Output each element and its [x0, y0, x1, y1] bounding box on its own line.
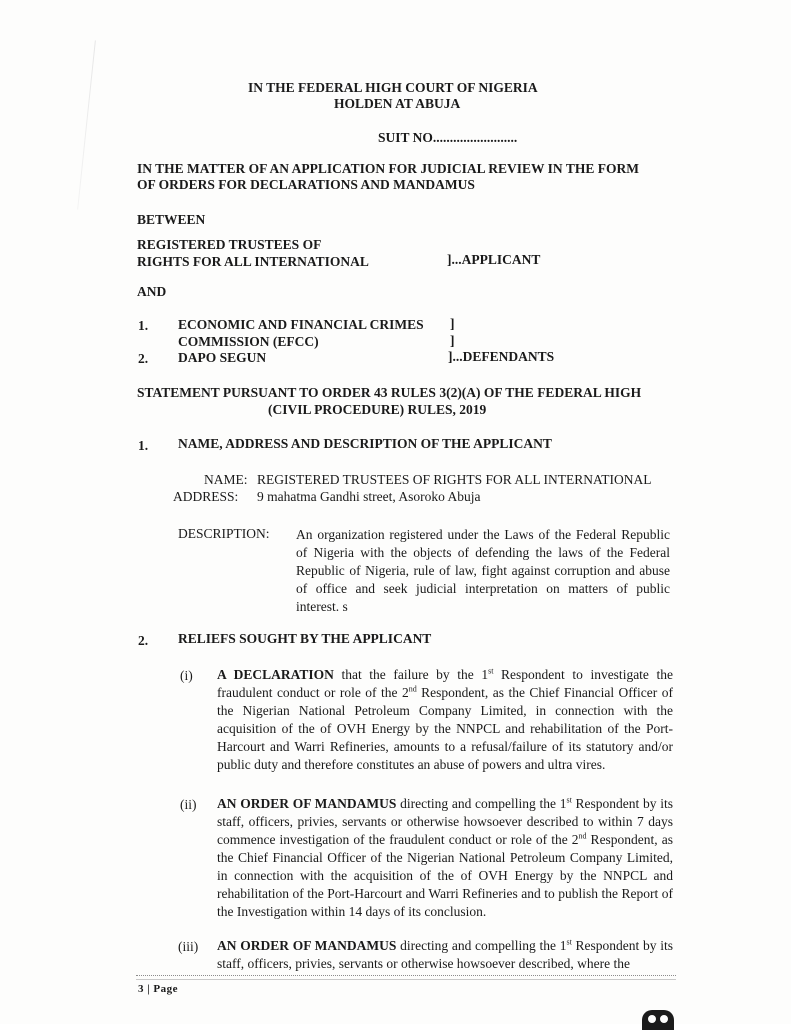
app-watermark-icon	[642, 1010, 674, 1030]
relief-2-text-b: Respondent by its staff, officers, privies, servants or otherwise howsoever described to within 7 days commence investigation of the fraudulent conduct or role of the 2	[217, 796, 673, 847]
applicant-name-line-1: REGISTERED TRUSTEES OF	[137, 237, 322, 252]
relief-3-lead: AN ORDER OF MANDAMUS	[217, 938, 397, 953]
relief-2-number: (ii)	[180, 797, 197, 812]
statement-line-2: (CIVIL PROCEDURE) RULES, 2019	[268, 402, 487, 417]
defendant-1-name-line-2: COMMISSION (EFCC)	[178, 334, 319, 349]
defendant-1-name-line-1: ECONOMIC AND FINANCIAL CRIMES	[178, 317, 424, 332]
relief-2-text-a: directing and compelling the 1	[396, 796, 567, 811]
section-2-number: 2.	[138, 633, 149, 648]
relief-1-text-c: Respondent, as the Chief Financial Officer of the Nigerian National Petroleum Company Limited, in connection with the acquisition of the of OVH Energy by the NNPCL and rehabilitation of the Port-Harcourt and Warri Refineries, amounts to a refusal/failure of its statutory and/or public duty and therefore constitutes an abuse of powers and ultra vires.	[217, 685, 673, 772]
defendant-1-number: 1.	[138, 318, 149, 333]
relief-2-text-c: Respondent, as the Chief Financial Officer of the Nigerian National Petroleum Company Limited, in connection with the acquisition of the of OVH Energy by the NNPCL and rehabilitation of the Port-Harcourt and Warri Refineries and to publish the Report of the Investigation within 14 days of its conclusion.	[217, 832, 673, 919]
defendants-role: ]...DEFENDANTS	[448, 349, 555, 364]
relief-1-text-a: that the failure by the 1	[333, 667, 489, 682]
and-label: AND	[137, 284, 167, 299]
footer-rule	[136, 979, 676, 981]
name-label: NAME:	[204, 472, 248, 487]
description-label: DESCRIPTION:	[178, 526, 270, 541]
relief-1-lead: A DECLARATION	[217, 667, 334, 682]
relief-3-text-a: directing and compelling the 1	[396, 938, 567, 953]
bracket-mark: ]	[450, 316, 455, 331]
relief-3-sup-a: st	[566, 937, 572, 947]
relief-3-text-b: Respondent by its staff, officers, privies, servants or otherwise howsoever described, where the	[217, 938, 673, 971]
relief-3-number: (iii)	[178, 939, 199, 954]
relief-2-sup-a: st	[566, 795, 572, 805]
relief-1-text	[217, 666, 673, 774]
statement-line-1: STATEMENT PURSUANT TO ORDER 43 RULES 3(2)(A) OF THE FEDERAL HIGH	[137, 385, 642, 400]
name-value: REGISTERED TRUSTEES OF RIGHTS FOR ALL INTERNATIONAL	[257, 472, 652, 487]
court-title: IN THE FEDERAL HIGH COURT OF NIGERIA	[248, 80, 538, 95]
relief-1-number: (i)	[180, 668, 193, 683]
relief-2-lead: AN ORDER OF MANDAMUS	[217, 796, 397, 811]
section-2-title: RELIEFS SOUGHT BY THE APPLICANT	[178, 631, 432, 646]
description-value: An organization registered under the Laws of the Federal Republic of Nigeria with the objects of defending the laws of the Federal Republic of Nigeria, rule of law, fight against corruption and abuse of office and seek judicial interpretation on matters of public interest. s	[296, 527, 670, 614]
between-label: BETWEEN	[137, 212, 206, 227]
matter-line-1: IN THE MATTER OF AN APPLICATION FOR JUDICIAL REVIEW IN THE FORM	[137, 161, 639, 176]
matter-line-2: OF ORDERS FOR DECLARATIONS AND MANDAMUS	[137, 177, 475, 192]
relief-1-text-b: Respondent to investigate the fraudulent conduct or role of the 2	[217, 667, 674, 700]
address-value: 9 mahatma Gandhi street, Asoroko Abuja	[257, 489, 481, 504]
relief-2-text	[217, 795, 673, 921]
section-1-title: NAME, ADDRESS AND DESCRIPTION OF THE APPLICANT	[178, 436, 552, 451]
page-number: 3 | Page	[138, 983, 179, 995]
scan-edge-line	[77, 40, 96, 209]
defendant-2-name: DAPO SEGUN	[178, 350, 267, 365]
applicant-name-line-2: RIGHTS FOR ALL INTERNATIONAL	[137, 254, 369, 269]
relief-1-sup-a: st	[488, 666, 494, 676]
relief-2-sup-b: nd	[578, 831, 587, 841]
relief-1-sup-b: nd	[408, 684, 417, 694]
footer-dotted-rule	[136, 975, 676, 977]
address-label: ADDRESS:	[173, 489, 239, 504]
court-location: HOLDEN AT ABUJA	[334, 96, 461, 111]
relief-3-text	[217, 937, 673, 973]
defendant-2-number: 2.	[138, 351, 149, 366]
applicant-role: ]...APPLICANT	[447, 252, 541, 267]
section-1-number: 1.	[138, 438, 149, 453]
suit-number: SUIT NO.........................	[378, 130, 518, 145]
bracket-mark: ]	[450, 333, 455, 348]
